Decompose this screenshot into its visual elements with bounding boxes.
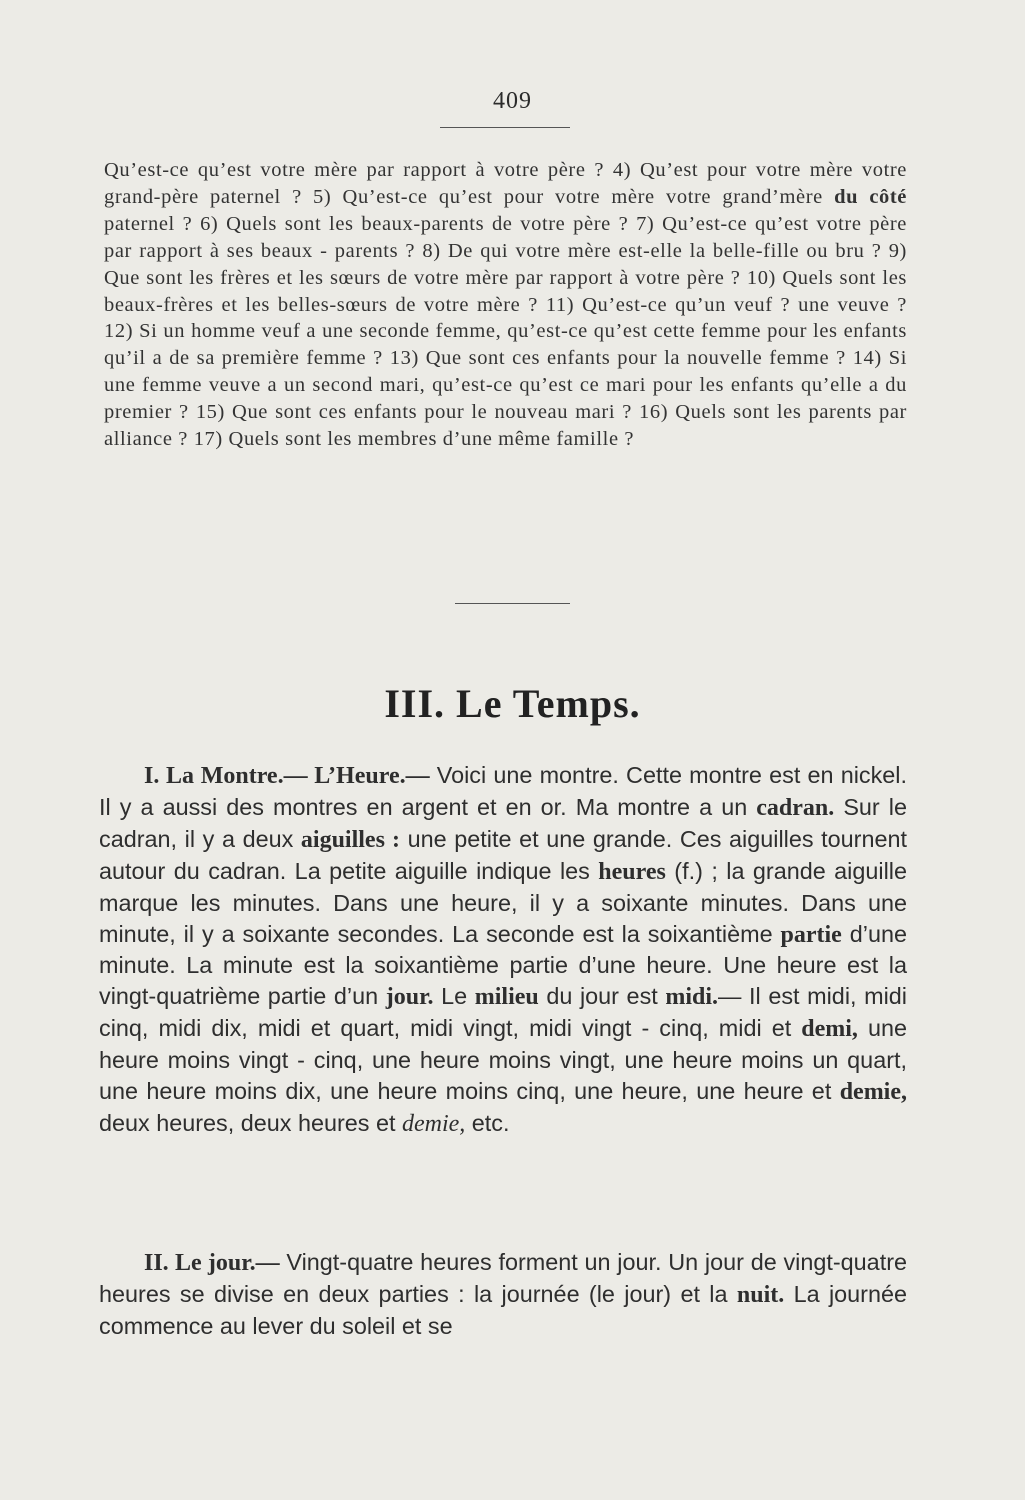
text-run: d’une minute. La minute est la soixantième partie d’une heure. Une heure est la vingt-quatrième partie d’un: [99, 920, 907, 1010]
term-milieu: milieu: [474, 984, 539, 1011]
question-7: 7) Qu’est-ce qu’est votre père par rapport à ses beaux - parents ?: [104, 212, 908, 262]
text-run: Voici une montre. Cette montre est en nickel. Il y a aussi des montres en argent et en or. Ma montre a un: [99, 762, 907, 820]
term-cadran: cadran.: [756, 794, 835, 821]
question-6: 6) Quels sont les beaux-parents de votre père ?: [200, 212, 629, 235]
text-run: du jour est: [538, 983, 666, 1010]
question-17: 17) Quels sont les membres d’une même famille ?: [193, 428, 635, 451]
text-run: une heure moins vingt - cinq, une heure moins vingt, une heure moins un quart, une heure moins dix, une heure moins cinq, une heure, une heure et: [99, 1015, 907, 1105]
text-run: Vingt-quatre heures forment un jour. Un jour de vingt-quatre heures se divise en deux parties : la journée (le jour) et la: [99, 1249, 907, 1307]
question-14: 14) Si une femme veuve a un second mari, qu’est-ce qu’est ce mari pour les enfants qu’elle a du premier ?: [104, 347, 908, 424]
question-13: 13) Que sont ces enfants pour la nouvelle femme ?: [389, 347, 846, 370]
question-3-end: Qu’est-ce qu’est votre mère par rapport à votre père ?: [104, 159, 605, 181]
term-partie: partie: [780, 921, 842, 948]
top-rule: [440, 127, 570, 128]
term-midi: midi.: [665, 984, 719, 1011]
text-run: une petite et une grande. Ces aiguilles tournent autour du cadran. La petite aiguille indique les: [99, 825, 907, 884]
text-run: — Il est midi, midi cinq, midi dix, midi et quart, midi vingt, midi vingt - cinq, midi et: [99, 983, 907, 1042]
paragraph-2-heading: II. Le jour.—: [144, 1250, 280, 1276]
text-run: Le: [433, 983, 475, 1010]
family-questions: [104, 157, 907, 453]
term-jour: jour.: [385, 984, 434, 1011]
term-demi: demi,: [801, 1016, 858, 1043]
term-demie-italic: demie,: [401, 1110, 466, 1137]
page-number: 409: [493, 88, 532, 114]
text-run: (f.) ; la grande aiguille marque les minutes. Dans une heure, il y a soixante minutes. Dans une minute, il y a soixante secondes. La seconde est la soixantième: [99, 857, 907, 947]
question-15: 15) Que sont ces enfants pour le nouveau mari ?: [195, 401, 632, 424]
term-aiguilles: aiguilles :: [300, 826, 401, 853]
term-demie: demie,: [839, 1079, 907, 1106]
text-run: Sur le cadran, il y a deux: [99, 793, 907, 852]
question-5-start: 5) Qu’est-ce qu’est pour votre mère votre grand’mère: [313, 185, 823, 208]
question-12: 12) Si un homme veuf a une seconde femme, qu’est-ce qu’est cette femme pour les enfants qu’il a de sa première femme ?: [104, 320, 907, 370]
text-run: La journée commence au lever du soleil et se: [99, 1280, 907, 1339]
question-8: 8) De qui votre mère est-elle la belle-fille ou bru ?: [422, 239, 882, 262]
paragraph-1-heading: I. La Montre.— L’Heure.—: [144, 763, 430, 789]
question-5-end: paternel ?: [104, 212, 193, 235]
term-heures: heures: [598, 858, 666, 885]
text-run: etc.: [465, 1109, 510, 1136]
question-10: 10) Quels sont les beaux-frères et les belles-sœurs de votre mère ?: [104, 266, 907, 316]
paragraph-jour: [99, 1247, 907, 1342]
text-run: deux heures, deux heures et: [99, 1109, 402, 1136]
question-11: 11) Qu’est-ce qu’un veuf ? une veuve ?: [545, 293, 907, 316]
section-title: III. Le Temps.: [384, 681, 641, 726]
section-rule: [455, 603, 570, 604]
paragraph-montre: [99, 760, 907, 1140]
question-9: 9) Que sont les frères et les sœurs de votre mère par rapport à votre père ?: [104, 239, 907, 289]
question-16: 16) Quels sont les parents par alliance ?: [104, 401, 907, 451]
question-5-bold: du côté: [834, 185, 907, 208]
question-4: 4) Qu’est pour votre mère votre grand-père paternel ?: [104, 159, 908, 208]
term-nuit: nuit.: [736, 1281, 785, 1308]
